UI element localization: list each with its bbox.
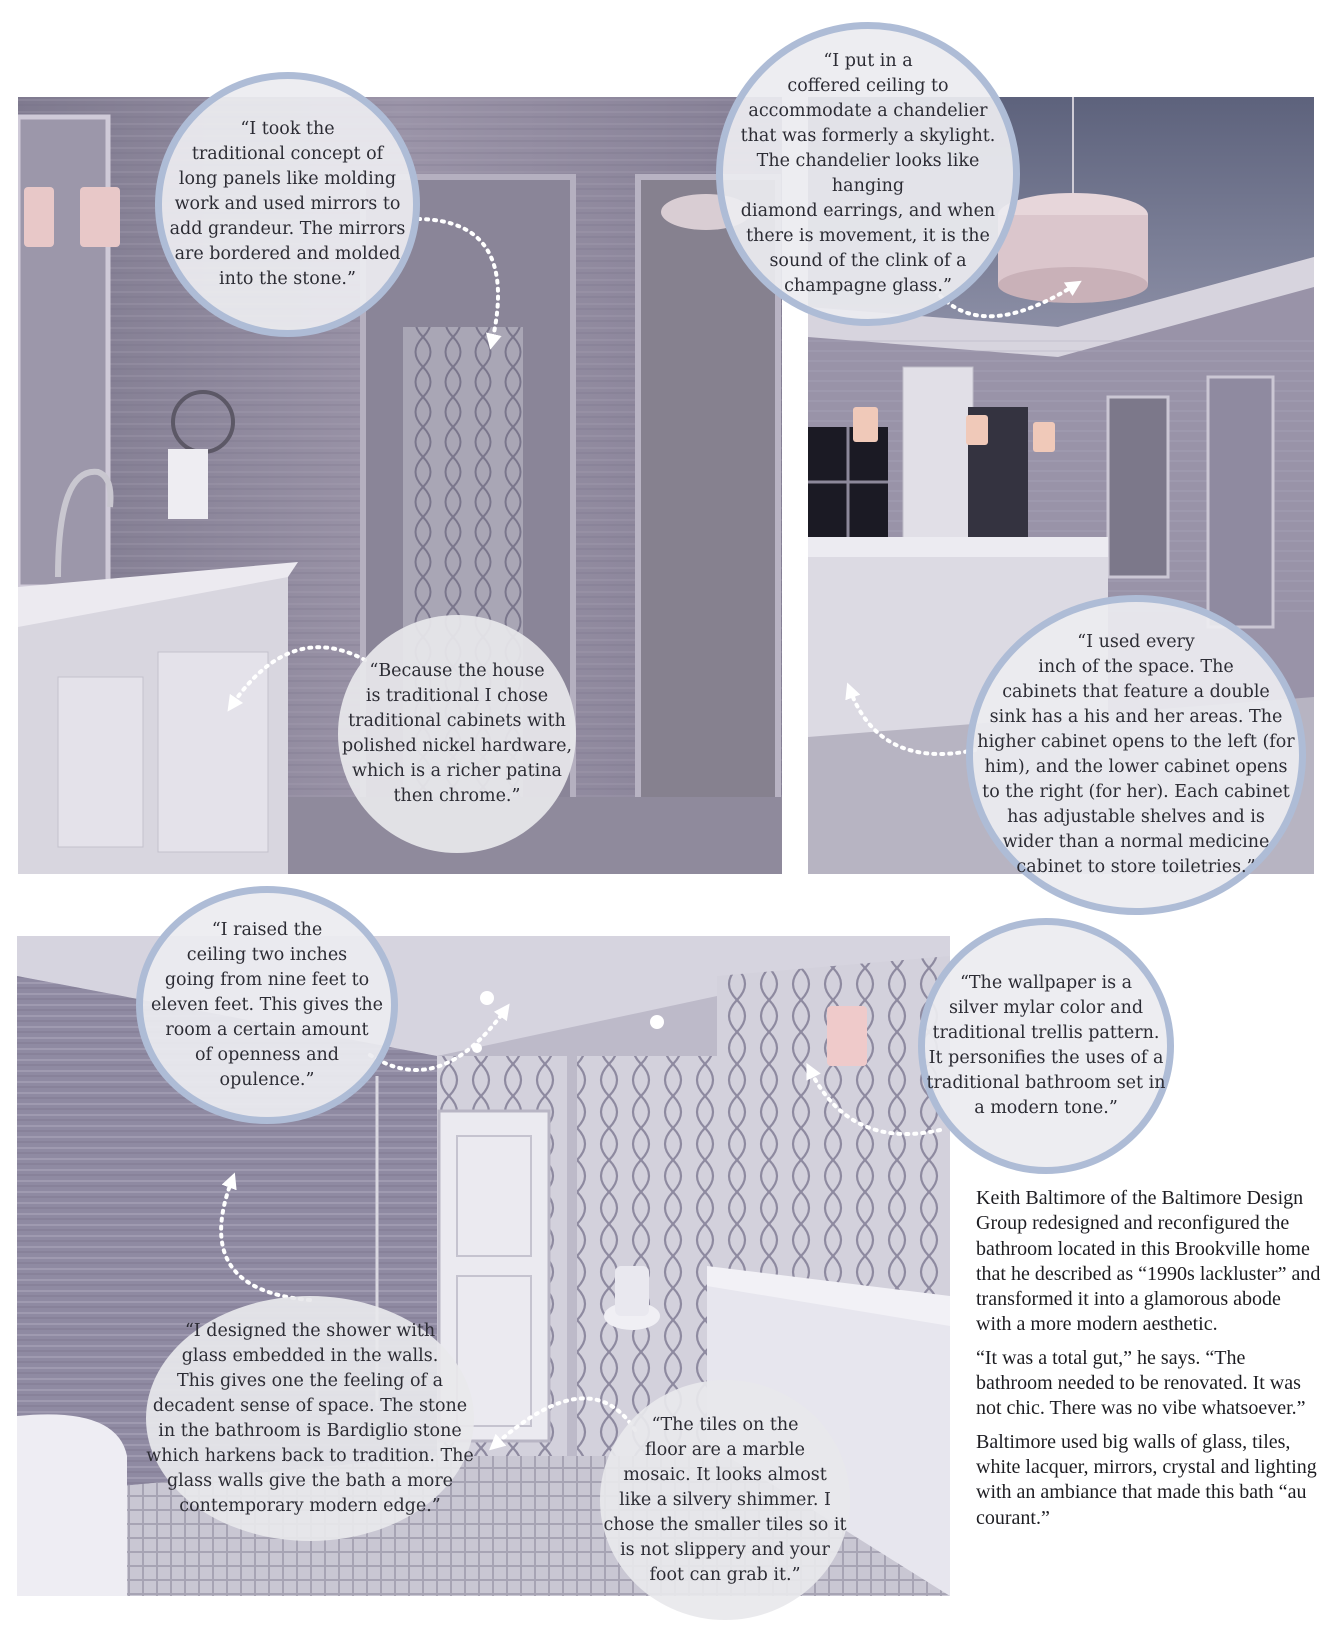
tiles-quote-bubble — [600, 1380, 850, 1620]
chandelier-quote-bubble — [716, 22, 1020, 326]
article-paragraph: Baltimore used big walls of glass, tiles, white lacquer, mirrors, crystal and lighting with an ambiance that made this bath “au courant.” — [976, 1430, 1317, 1529]
quote-line: that was formerly a skylight. — [740, 126, 996, 146]
quote-line: “I used every — [1077, 632, 1195, 652]
quote-line: are bordered and molded — [174, 244, 401, 264]
quote-line: add grandeur. The mirrors — [169, 219, 406, 239]
quote-line: opulence.” — [219, 1069, 315, 1090]
quote-line: room a certain amount — [165, 1019, 369, 1040]
quote-line: The chandelier looks like hanging — [756, 151, 980, 196]
quote-line: traditional concept of — [191, 144, 384, 164]
quote-line: cabinet to store toiletries.” — [1016, 857, 1256, 877]
quote-line: which is a richer patina — [352, 761, 562, 781]
quote-line: This gives one the feeling of a — [176, 1370, 444, 1391]
article-paragraph: Keith Baltimore of the Baltimore Design Group redesigned and reconfigured the bathroom located in this Brookville home that he described as “1990s lackluster” and transformed it into a glamorous abode with a more modern aesthetic. — [976, 1187, 1321, 1336]
quote-line: floor are a marble — [645, 1439, 805, 1460]
quote-line: chose the smaller tiles so it — [603, 1514, 847, 1535]
quote-line: traditional cabinets with — [348, 711, 566, 731]
quote-line: going from nine feet to — [164, 969, 370, 990]
quote-line: traditional bathroom set in — [926, 1073, 1166, 1093]
quote-line: ceiling two inches — [186, 944, 348, 965]
quote-line: glass embedded in the walls. — [181, 1345, 439, 1366]
article-paragraph: “It was a total gut,” he says. “The bathroom needed to be renovated. It was not chic. There was no vibe whatsoever.” — [976, 1346, 1306, 1420]
quote-line: glass walls give the bath a more — [166, 1470, 454, 1491]
quote-line: wider than a normal medicine — [1002, 832, 1270, 852]
quote-line: a modern tone.” — [974, 1098, 1118, 1118]
quote-line: coffered ceiling to — [787, 76, 949, 96]
quote-line: “The wallpaper is a — [959, 973, 1133, 993]
quote-line: contemporary modern edge.” — [179, 1495, 441, 1516]
quote-line: decadent sense of space. The stone — [152, 1395, 468, 1416]
quote-line: “The tiles on the — [651, 1414, 799, 1435]
quote-line: foot can grab it.” — [649, 1564, 801, 1585]
quote-line: him), and the lower cabinet opens — [984, 757, 1288, 777]
quote-line: is traditional I chose — [365, 686, 549, 706]
quote-line: work and used mirrors to — [174, 194, 401, 214]
quote-line: long panels like molding — [178, 169, 397, 189]
quote-line: polished nickel hardware, — [341, 736, 573, 756]
quote-line: has adjustable shelves and is — [1007, 807, 1265, 827]
quote-line: eleven feet. This gives the — [150, 994, 384, 1015]
quote-line: which harkens back to tradition. The — [146, 1445, 474, 1466]
article-body — [976, 1186, 1321, 1539]
quote-line: “I took the — [240, 119, 335, 139]
quote-line: diamond earrings, and when — [740, 201, 996, 221]
quote-line: higher cabinet opens to the left (for — [977, 732, 1295, 752]
ceiling-quote-bubble — [136, 886, 398, 1124]
quote-line: there is movement, it is the — [746, 226, 990, 246]
cabinets-quote-bubble — [338, 615, 576, 853]
quote-line: in the bathroom is Bardiglio stone — [158, 1420, 462, 1441]
quote-line: inch of the space. The — [1038, 657, 1234, 677]
quote-line: of openness and — [194, 1044, 339, 1065]
shower-quote-bubble — [146, 1296, 474, 1541]
quote-line: accommodate a chandelier — [748, 101, 988, 121]
quote-line: silver mylar color and — [948, 998, 1144, 1018]
quote-line: then chrome.” — [393, 786, 521, 806]
quote-line: “I designed the shower with — [184, 1320, 436, 1341]
quote-line: is not slippery and your — [620, 1539, 830, 1560]
mirrors-quote-bubble — [155, 72, 420, 337]
quote-line: “I raised the — [211, 919, 323, 940]
quote-line: “Because the house — [369, 661, 545, 681]
quote-line: to the right (for her). Each cabinet — [982, 782, 1290, 802]
quote-line: “I put in a — [823, 51, 913, 71]
space-quote-bubble — [966, 595, 1306, 915]
quote-line: champagne glass.” — [784, 276, 952, 296]
quote-line: mosaic. It looks almost — [623, 1464, 827, 1485]
wallpaper-quote-bubble — [918, 918, 1174, 1174]
quote-line: It personifies the uses of a — [928, 1048, 1164, 1068]
quote-line: traditional trellis pattern. — [932, 1023, 1160, 1043]
quote-line: sink has a his and her areas. The — [989, 707, 1283, 727]
quote-line: like a silvery shimmer. I — [619, 1489, 831, 1510]
quote-line: cabinets that feature a double — [1002, 682, 1270, 702]
quote-line: into the stone.” — [219, 269, 356, 289]
quote-line: sound of the clink of a — [769, 251, 967, 271]
